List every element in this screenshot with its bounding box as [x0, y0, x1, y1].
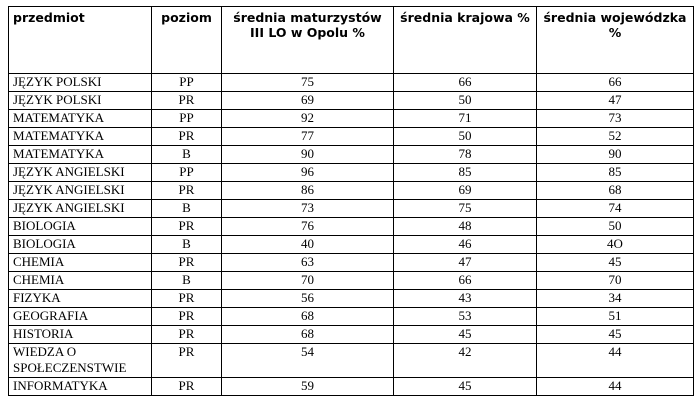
table-row	[9, 200, 694, 218]
cell-school-average: 54	[222, 344, 394, 378]
cell-national-average: 53	[394, 308, 537, 326]
cell-level: PR	[152, 290, 222, 308]
header-national-average: średnia krajowa %	[394, 7, 537, 74]
cell-national-average: 42	[394, 344, 537, 378]
cell-regional-average: 34	[537, 290, 694, 308]
cell-regional-average: 45	[537, 326, 694, 344]
cell-subject: MATEMATYKA	[9, 146, 152, 164]
table-row	[9, 236, 694, 254]
cell-subject: JĘZYK POLSKI	[9, 92, 152, 110]
cell-national-average: 66	[394, 74, 537, 92]
cell-national-average: 75	[394, 200, 537, 218]
header-subject: przedmiot	[9, 7, 152, 74]
cell-school-average: 96	[222, 164, 394, 182]
table-row	[9, 218, 694, 236]
cell-school-average: 73	[222, 200, 394, 218]
cell-regional-average: 45	[537, 254, 694, 272]
cell-level: PR	[152, 92, 222, 110]
cell-national-average: 50	[394, 128, 537, 146]
cell-national-average: 85	[394, 164, 537, 182]
cell-school-average: 77	[222, 128, 394, 146]
cell-school-average: 90	[222, 146, 394, 164]
cell-level: PR	[152, 182, 222, 200]
table-row	[9, 164, 694, 182]
cell-school-average: 69	[222, 92, 394, 110]
cell-national-average: 45	[394, 326, 537, 344]
cell-level: B	[152, 146, 222, 164]
cell-regional-average: 66	[537, 74, 694, 92]
cell-school-average: 86	[222, 182, 394, 200]
cell-regional-average: 73	[537, 110, 694, 128]
table-row	[9, 146, 694, 164]
cell-regional-average: 52	[537, 128, 694, 146]
table-row	[9, 110, 694, 128]
cell-subject: CHEMIA	[9, 254, 152, 272]
table-row	[9, 378, 694, 396]
cell-subject: WIEDZA O SPOŁECZENSTWIE	[9, 344, 152, 378]
cell-school-average: 92	[222, 110, 394, 128]
cell-level: PR	[152, 128, 222, 146]
cell-regional-average: 44	[537, 344, 694, 378]
cell-national-average: 45	[394, 378, 537, 396]
cell-school-average: 70	[222, 272, 394, 290]
cell-national-average: 71	[394, 110, 537, 128]
table-row	[9, 326, 694, 344]
cell-subject: JĘZYK ANGIELSKI	[9, 164, 152, 182]
cell-regional-average: 70	[537, 272, 694, 290]
cell-level: B	[152, 272, 222, 290]
cell-school-average: 59	[222, 378, 394, 396]
cell-subject: BIOLOGIA	[9, 236, 152, 254]
cell-level: PP	[152, 74, 222, 92]
cell-national-average: 78	[394, 146, 537, 164]
cell-subject: MATEMATYKA	[9, 110, 152, 128]
cell-level: PP	[152, 164, 222, 182]
table-row	[9, 308, 694, 326]
header-row	[9, 7, 694, 74]
cell-level: PR	[152, 344, 222, 378]
cell-regional-average: 50	[537, 218, 694, 236]
cell-school-average: 63	[222, 254, 394, 272]
cell-regional-average: 90	[537, 146, 694, 164]
cell-level: PR	[152, 254, 222, 272]
cell-level: B	[152, 200, 222, 218]
cell-subject: JĘZYK POLSKI	[9, 74, 152, 92]
cell-national-average: 48	[394, 218, 537, 236]
cell-subject: GEOGRAFIA	[9, 308, 152, 326]
cell-regional-average: 47	[537, 92, 694, 110]
cell-regional-average: 4O	[537, 236, 694, 254]
cell-national-average: 43	[394, 290, 537, 308]
cell-regional-average: 74	[537, 200, 694, 218]
cell-regional-average: 44	[537, 378, 694, 396]
table-row	[9, 74, 694, 92]
cell-level: PR	[152, 218, 222, 236]
table-row	[9, 272, 694, 290]
cell-national-average: 66	[394, 272, 537, 290]
header-level: poziom	[152, 7, 222, 74]
results-table	[8, 6, 694, 396]
cell-level: PP	[152, 110, 222, 128]
cell-level: PR	[152, 326, 222, 344]
cell-subject: MATEMATYKA	[9, 128, 152, 146]
table-row	[9, 290, 694, 308]
table-row	[9, 254, 694, 272]
cell-school-average: 40	[222, 236, 394, 254]
cell-regional-average: 68	[537, 182, 694, 200]
cell-school-average: 75	[222, 74, 394, 92]
cell-national-average: 47	[394, 254, 537, 272]
cell-subject: HISTORIA	[9, 326, 152, 344]
cell-subject: JĘZYK ANGIELSKI	[9, 182, 152, 200]
cell-school-average: 68	[222, 308, 394, 326]
cell-national-average: 69	[394, 182, 537, 200]
cell-regional-average: 85	[537, 164, 694, 182]
cell-school-average: 56	[222, 290, 394, 308]
cell-subject: FIZYKA	[9, 290, 152, 308]
table-row	[9, 128, 694, 146]
cell-level: B	[152, 236, 222, 254]
header-regional-average: średnia wojewódzka %	[537, 7, 694, 74]
cell-school-average: 68	[222, 326, 394, 344]
cell-level: PR	[152, 378, 222, 396]
cell-level: PR	[152, 308, 222, 326]
table-row	[9, 182, 694, 200]
cell-national-average: 46	[394, 236, 537, 254]
cell-regional-average: 51	[537, 308, 694, 326]
cell-subject: INFORMATYKA	[9, 378, 152, 396]
table-row	[9, 92, 694, 110]
table-row	[9, 344, 694, 378]
cell-subject: CHEMIA	[9, 272, 152, 290]
cell-subject: BIOLOGIA	[9, 218, 152, 236]
cell-subject: JĘZYK ANGIELSKI	[9, 200, 152, 218]
header-school-average: średnia maturzystów III LO w Opolu %	[222, 7, 394, 74]
cell-school-average: 76	[222, 218, 394, 236]
cell-national-average: 50	[394, 92, 537, 110]
